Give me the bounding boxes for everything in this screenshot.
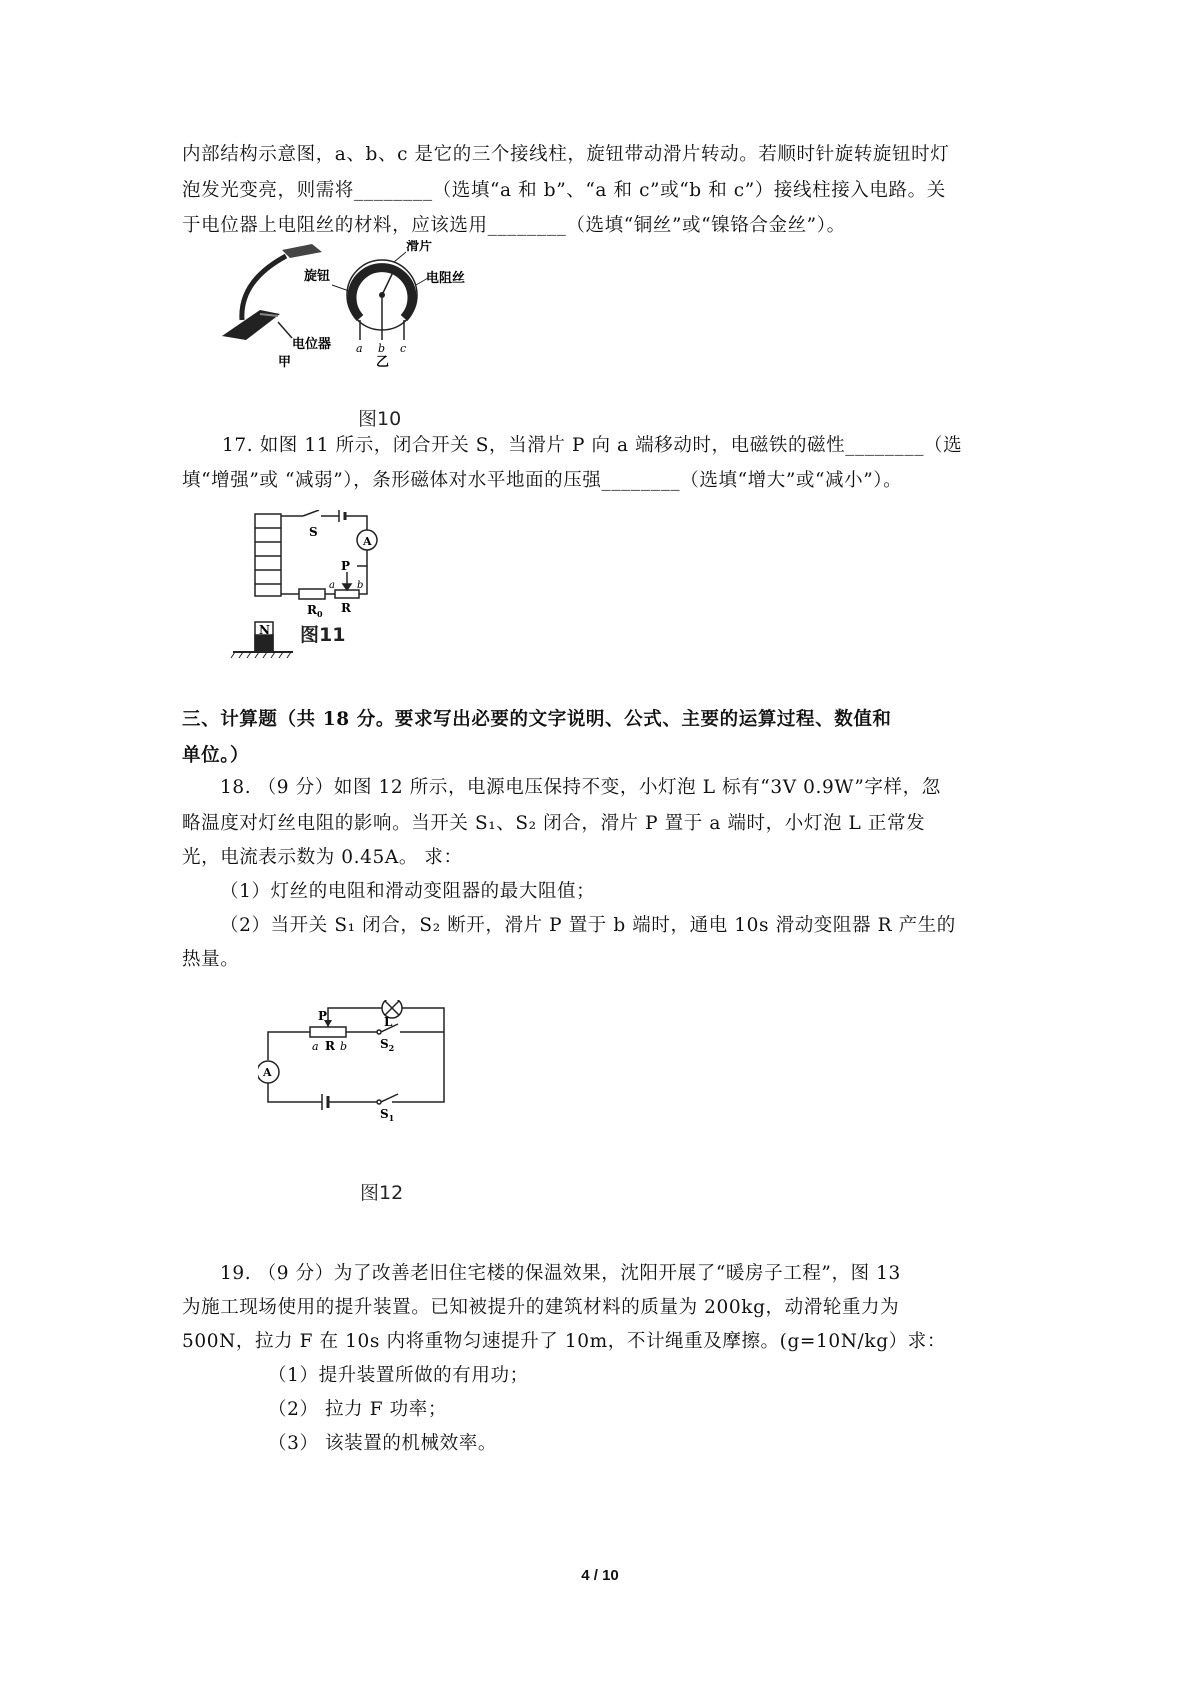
switch-s1-label: $S_1$	[380, 1107, 395, 1123]
figure-10	[220, 240, 540, 370]
q18-line-2: 略温度对灯丝电阻的影响。当开关 S₁、S₂ 闭合，滑片 P 置于 a 端时，小灯泡 L 正常发	[182, 813, 926, 834]
figure-12-diagram	[258, 1000, 498, 1180]
q19-line-1: 19. （9 分）为了改善老旧住宅楼的保温效果，沈阳开展了“暖房子工程”，图 13	[220, 1263, 901, 1284]
switch-s2-label: $S_2$	[380, 1037, 395, 1053]
resistor-r0-label: $R_0$	[307, 603, 323, 619]
end-b-label: b	[357, 580, 364, 591]
page-number: 4 / 10	[581, 1567, 619, 1584]
lamp-drawing	[222, 244, 322, 340]
figure-12	[258, 1000, 498, 1180]
q16-line-3: 于电位器上电阻丝的材料，应该选用________（选填“铜丝”或“镍铬合金丝”）。	[182, 215, 846, 236]
q19-sub-3: （3） 该装置的机械效率。	[268, 1433, 497, 1454]
pot-label: 电位器	[292, 337, 332, 352]
figure-11-caption: 图11	[300, 624, 346, 646]
rheostat-r-label-12: R	[325, 1039, 335, 1053]
circuit-12-wires	[258, 1000, 444, 1110]
knob-label: 旋钮	[304, 269, 331, 284]
q18-sub-2-cont: 热量。	[182, 949, 240, 970]
q18-line-1: 18. （9 分）如图 12 所示，电源电压保持不变，小灯泡 L 标有“3V 0.9W”字样，忽	[220, 777, 941, 798]
yi-label: 乙	[376, 355, 390, 370]
slider-label: 滑片	[406, 240, 433, 254]
figure-10-diagram	[220, 240, 540, 370]
section-3-heading-line-2: 单位。）	[182, 745, 250, 766]
wire-label: 电阻丝	[426, 271, 466, 286]
potentiometer-drawing	[332, 252, 428, 340]
q18-sub-2: （2）当开关 S₁ 闭合，S₂ 断开，滑片 P 置于 b 端时，通电 10s 滑动变阻器 R 产生的	[220, 915, 956, 936]
magnet-n-label: N	[259, 623, 270, 637]
q19-sub-2: （2） 拉力 F 功率；	[268, 1399, 447, 1420]
q18-sub-1: （1）灯丝的电阻和滑动变阻器的最大阻值；	[220, 881, 596, 902]
q16-line-1: 内部结构示意图，a、b、c 是它的三个接线柱，旋钮带动滑片转动。若顺时针旋转旋钮时灯	[182, 144, 950, 165]
lamp-l-label: L	[384, 1015, 393, 1029]
terminal-a-label: a	[356, 342, 363, 355]
pot-pointer-line	[278, 322, 292, 338]
ammeter-a-label: A	[363, 535, 372, 548]
switch-s-label: S	[309, 525, 318, 539]
figure-12-caption: 图12	[360, 1182, 404, 1204]
slider-p-label: P	[341, 559, 351, 573]
end-b-label-12: b	[340, 1040, 348, 1053]
terminal-c-label: c	[400, 342, 407, 355]
q19-line-2: 为施工现场使用的提升装置。已知被提升的建筑材料的质量为 200kg，动滑轮重力为	[182, 1297, 900, 1318]
q17-line-2: 填“增强”或 “减弱”），条形磁体对水平地面的压强________（选填“增大”或“减小”）。	[182, 470, 903, 491]
end-a-label-12: a	[312, 1040, 319, 1053]
q16-line-2: 泡发光变亮，则需将________（选填“a 和 b”、“a 和 c”或“b 和 c”）接线柱接入电路。关	[182, 180, 946, 201]
section-3-heading-line-1: 三、计算题（共 18 分。要求写出必要的文字说明、公式、主要的运算过程、数值和	[182, 709, 892, 730]
slider-p-label-12: P	[318, 1009, 328, 1023]
rheostat-r-label: R	[341, 601, 351, 615]
q19-sub-1: （1）提升装置所做的有用功；	[268, 1365, 529, 1386]
q19-line-3: 500N，拉力 F 在 10s 内将重物匀速提升了 10m，不计绳重及摩擦。(g=10N/kg）求：	[182, 1331, 946, 1352]
end-a-label: a	[329, 580, 335, 591]
q17-line-1: 17. 如图 11 所示，闭合开关 S，当滑片 P 向 a 端移动时，电磁铁的磁性________（选	[222, 435, 963, 456]
jia-label: 甲	[278, 355, 292, 370]
q18-line-3: 光，电流表示数为 0.45A。 求：	[182, 847, 463, 868]
terminal-b-label: b	[378, 342, 386, 355]
ammeter-a-label-12: A	[263, 1066, 272, 1079]
figure-10-caption: 图10	[358, 408, 402, 430]
